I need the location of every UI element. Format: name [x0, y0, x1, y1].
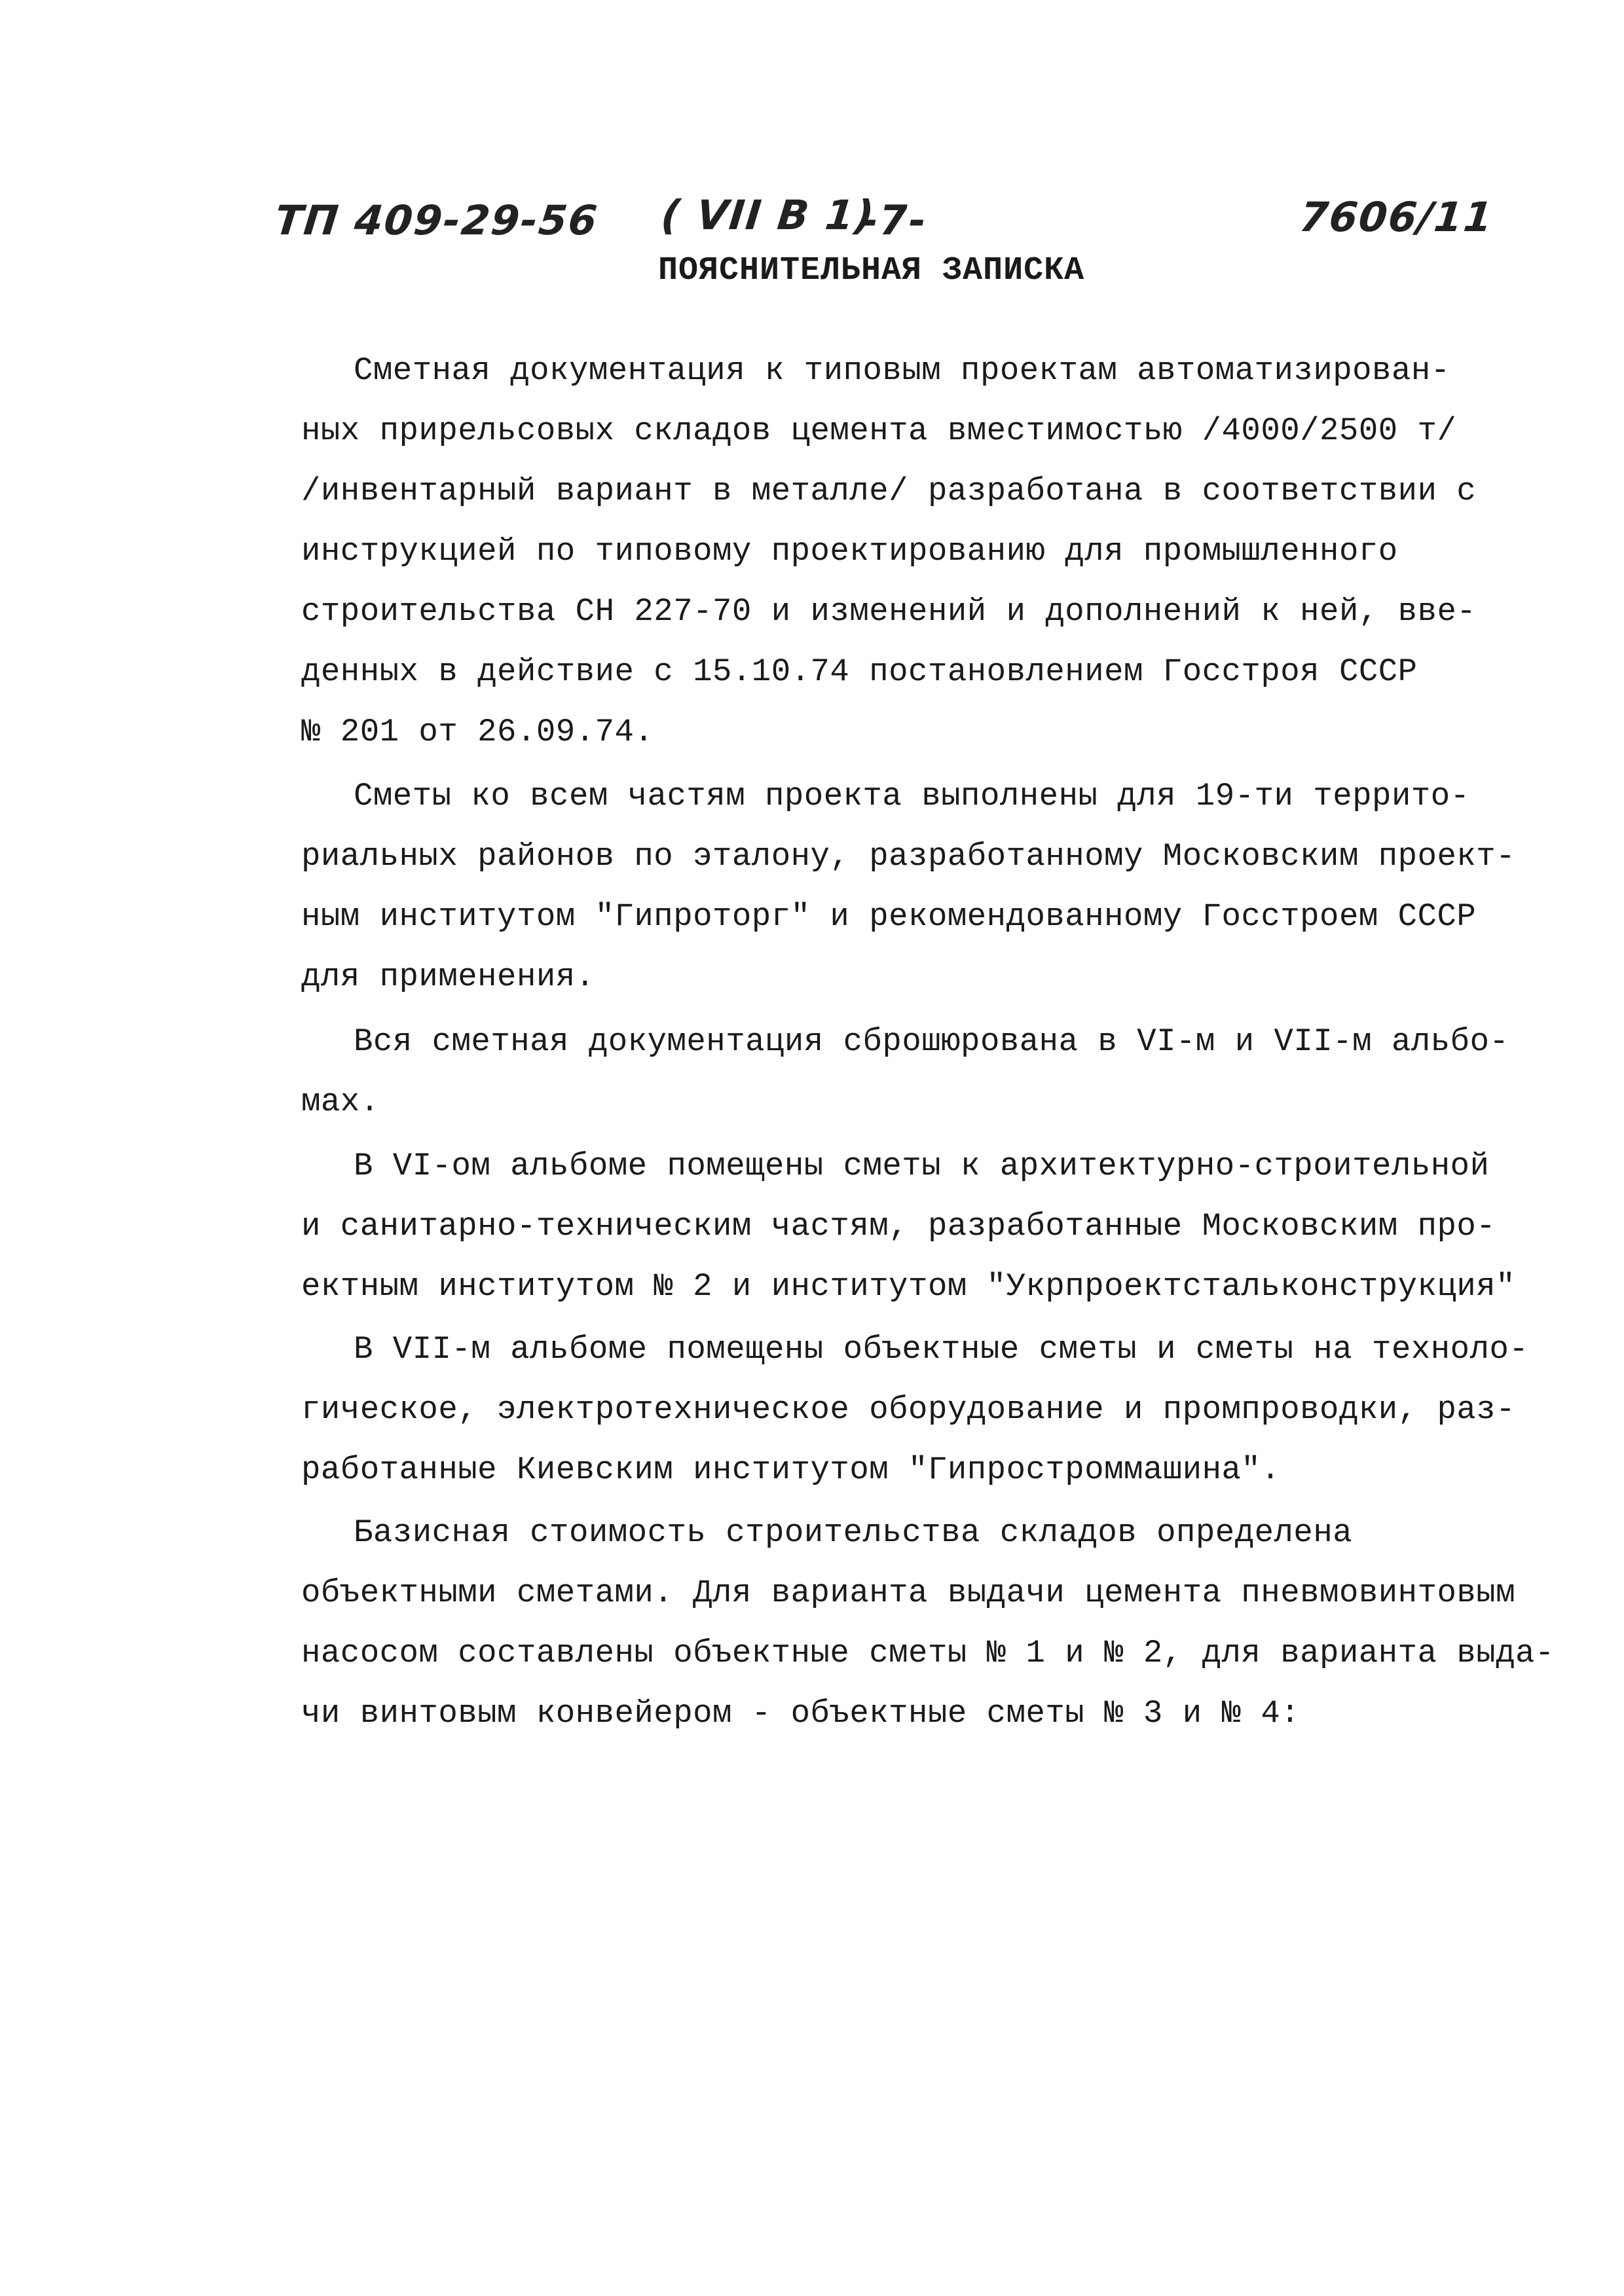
- text-line: Вся сметная документация сброшюрована в VI-м и VII-м альбо-: [354, 1023, 1509, 1060]
- text-line: В VI-ом альбоме помещены сметы к архитектурно-строительной: [354, 1148, 1490, 1184]
- paragraph: [301, 766, 1516, 1007]
- text-line: строительства СН 227-70 и изменений и дополнений к ней, вве-: [301, 593, 1477, 630]
- text-line: Базисная стоимость строительства складов определена: [354, 1514, 1353, 1551]
- text-line: риальных районов по эталону, разработанному Московским проект-: [301, 838, 1516, 875]
- paragraph: [301, 340, 1480, 762]
- text-line: гическое, электротехническое оборудование и промпроводки, раз-: [301, 1391, 1516, 1428]
- document-code: ТП 409-29-56: [272, 196, 601, 244]
- text-line: /инвентарный вариант в металле/ разработана в соответствии с: [301, 473, 1477, 509]
- paragraph: [301, 1503, 1555, 1743]
- text-line: работанные Киевским институтом "Гипростроммашина".: [301, 1451, 1281, 1488]
- text-line: денных в действие с 15.10.74 постановлением Госстроя СССР: [301, 653, 1418, 690]
- text-line: В VII-м альбоме помещены объектные сметы и сметы на техноло-: [354, 1331, 1529, 1368]
- text-line: мах.: [301, 1084, 380, 1120]
- text-line: чи винтовым конвейером - объектные сметы № 3 и № 4:: [301, 1695, 1301, 1732]
- paragraph: [301, 1319, 1529, 1500]
- text-line: ным институтом "Гипроторг" и рекомендованному Госстроем СССР: [301, 898, 1477, 935]
- sheet-code: ( VII В 1): [659, 191, 877, 239]
- paragraph: [301, 1011, 1509, 1132]
- text-line: объектными сметами. Для варианта выдачи цемента пневмовинтовым: [301, 1575, 1516, 1611]
- text-line: и санитарно-техническим частям, разработанные Московским про-: [301, 1208, 1496, 1245]
- page-title: ПОЯСНИТЕЛЬНАЯ ЗАПИСКА: [658, 252, 1085, 289]
- text-line: ных прирельсовых складов цемента вместимостью /4000/2500 т/: [301, 412, 1457, 449]
- paragraph: [301, 1136, 1516, 1317]
- text-line: Сметная документация к типовым проектам автоматизирован-: [354, 352, 1450, 389]
- text-line: насосом составлены объектные сметы № 1 и № 2, для варианта выда-: [301, 1635, 1555, 1671]
- text-line: Сметы ко всем частям проекта выполнены для 19-ти террито-: [354, 778, 1470, 814]
- text-line: для применения.: [301, 958, 595, 995]
- text-line: № 201 от 26.09.74.: [301, 714, 654, 750]
- text-line: инструкцией по типовому проектированию для промышленного: [301, 533, 1398, 570]
- text-line: ектным институтом № 2 и институтом "Укрпроектстальконструкция": [301, 1268, 1516, 1305]
- archive-number: 7606/11: [1297, 193, 1496, 241]
- page-number: -7-: [861, 196, 927, 244]
